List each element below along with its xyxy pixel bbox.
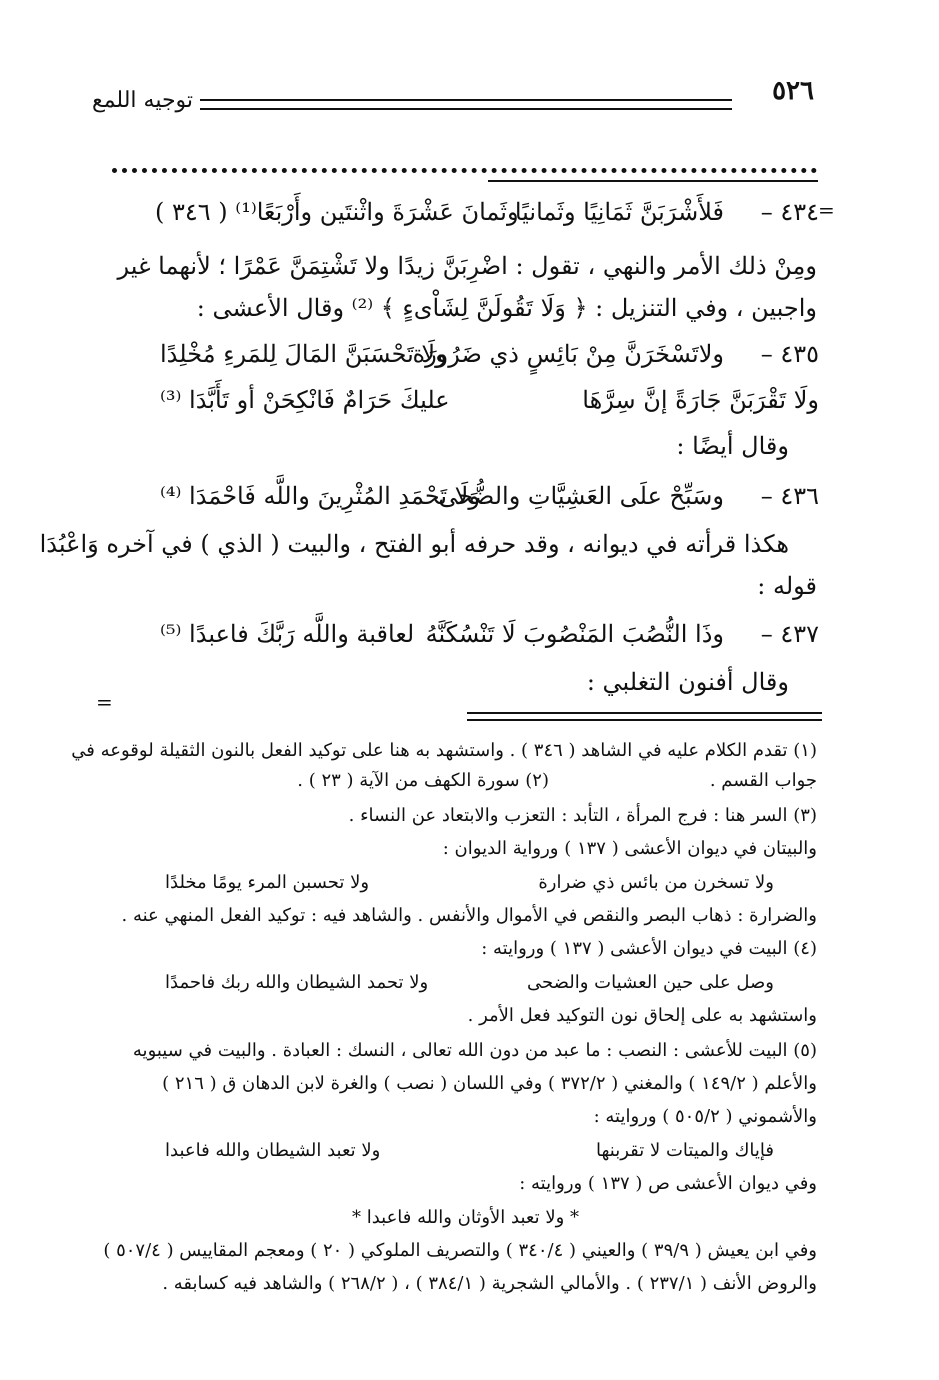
paragraph-line: وقال أفنون التغلبي : — [586, 668, 789, 696]
footnote-line: وفي ابن يعيش ( ٣٩/٩ ) والعيني ( ٣٤٠/٤ ) والتصريف الملوكي ( ٢٠ ) ومعجم المقاييس ( ٥٠٧/٤ ) — [103, 1240, 817, 1261]
footnote-line: * ولا تعبد الأوثان والله فاعبدا * — [351, 1207, 579, 1228]
footnote-line: وفي ديوان الأعشى ص ( ١٣٧ ) وروايته : — [519, 1173, 817, 1194]
footnote-line: (٢) سورة الكهف من الآية ( ٢٣ ) . — [297, 770, 549, 791]
footnote-line: والضرارة : ذهاب البصر والنقص في الأموال والأنفس . والشاهد فيه : توكيد الفعل المنهي عنه . — [121, 905, 817, 926]
verse-435 — [120, 340, 819, 380]
margin-mark-bottom: = — [96, 690, 113, 714]
verse-hemistich-right: فَلأَشْرَبَنَّ ثَمَانِيًا وثَمانيًا — [514, 198, 724, 226]
footnote-line: (٤) البيت في ديوان الأعشى ( ١٣٧ ) وروايته : — [481, 938, 817, 959]
verse-hemistich-left: ولَا تَحْسَبَنَّ المَالَ لِلمَرءِ مُخْلِدًا — [160, 340, 447, 368]
footnote-verse-right: ولا تسخرن من بائس ذي ضرارة — [538, 872, 774, 893]
footnote-line: والأعلم ( ١٤٩/٢ ) والمغني ( ٣٧٢/٢ ) وفي اللسان ( نصب ) والغرة لابن الدهان ق ( ٢١٦ ) — [162, 1073, 817, 1094]
footnote-verse-left: ولا تعبد الشيطان والله فاعبدا — [165, 1140, 381, 1161]
footnote-line: جواب القسم . — [709, 770, 817, 791]
footnote-line: (١) تقدم الكلام عليه في الشاهد ( ٣٤٦ ) . واستشهد به هنا على توكيد الفعل بالنون الثقيلة لوقوعه في — [71, 740, 817, 761]
footnote-line: واستشهد به على إلحاق نون التوكيد فعل الأمر . — [467, 1005, 817, 1026]
footnote-separator — [467, 712, 822, 721]
verse-434 — [120, 198, 819, 238]
verse-hemistich-right: وذَا النُّصُبَ المَنْصُوبَ لَا تَنْسُكَنَّهُ — [425, 620, 724, 648]
footnote-line: والبيتان في ديوان الأعشى ( ١٣٧ ) ورواية الديوان : — [442, 838, 817, 859]
footnote-line: (٣) السر هنا : فرج المرأة ، التأبد : التعزب والابتعاد عن النساء . — [348, 805, 817, 826]
footnote-line: والأشموني ( ٥٠٥/٢ ) وروايته : — [593, 1106, 817, 1127]
verse-437 — [120, 620, 819, 660]
verse-435-second — [120, 386, 819, 426]
verse-436 — [120, 482, 819, 522]
page-number: ٥٢٦ — [772, 76, 814, 106]
margin-mark-top: = — [818, 198, 835, 222]
paragraph-line: هكذا قرأته في ديوانه ، وقد حرفه أبو الفتح ، والبيت ( الذي ) في آخره وَاعْبُدَا — [39, 530, 789, 558]
footnote-verse-left: ولا تحمد الشيطان والله ربك فاحمدًا — [165, 972, 429, 993]
dotted-separator — [112, 158, 817, 173]
verse-hemistich-right: ولاتَسْخَرَنَّ مِنْ بَائِسٍ ذي ضَرُورَة — [412, 340, 724, 368]
running-title: توجيه اللمع — [92, 88, 194, 113]
verse-hemistich-left: لعاقبة واللَّه رَبَّكَ فاعبدًا ⁽⁵⁾ — [160, 620, 415, 648]
paragraph-line: واجبين ، وفي التنزيل : ﴿ وَلَا تَقُولَنَّ لِشَاْىءٍ ﴾ ⁽²⁾ وقال الأعشى : — [196, 294, 817, 322]
footnote-verse-right: وصل على حين العشيات والضحى — [527, 972, 774, 993]
verse-hemistich-left: وثَمانَ عَشْرَةَ واثْنتَين وأَرْبَعًا⁽¹⁾ ( ٣٤٦ ) — [155, 198, 519, 226]
header-rule — [200, 99, 732, 110]
verse-number: ٤٣٥ – — [760, 340, 819, 368]
footnote-line: والروض الأنف ( ٢٣٧/١ ) . والأمالي الشجرية ( ٣٨٤/١ ) ، ( ٢٦٨/٢ ) والشاهد فيه كسابقه . — [162, 1273, 817, 1294]
footnote-line: (٥) البيت للأعشى : النصب : ما عبد من دون الله تعالى ، النسك : العبادة . والبيت في سيبويه — [132, 1040, 817, 1061]
paragraph-line: ومِنْ ذلك الأمر والنهي ، تقول : اضْرِبَنَّ زيدًا ولا تَشْتِمَنَّ عَمْرًا ؛ لأنهما غير — [117, 252, 817, 280]
verse-hemistich-left: وَلَا تَحْمَدِ المُثْرِينَ واللَّه فَاحْمَدَا ⁽⁴⁾ — [160, 482, 480, 510]
verse-number: ٤٣٧ – — [760, 620, 819, 648]
verse-hemistich-right: وسَبِّحْ علَى العَشِيَّاتِ والضُّحى — [438, 482, 724, 510]
footnote-verse-right: فإياك والميتات لا تقربنها — [596, 1140, 774, 1161]
verse-number: ٤٣٦ – — [760, 482, 819, 510]
short-rule — [488, 180, 818, 182]
verse-hemistich-left: عليكَ حَرَامٌ فَانْكِحَنْ أو تَأَبَّدَا ⁽³⁾ — [160, 386, 450, 414]
paragraph-line: وقال أيضًا : — [676, 432, 789, 460]
verse-number: ٤٣٤ – — [760, 198, 819, 226]
footnote-verse-left: ولا تحسبن المرء يومًا مخلدًا — [165, 872, 370, 893]
verse-hemistich-right: ولَا تَقْرَبَنَّ جَارَةً إنَّ سِرَّهَا — [582, 386, 819, 414]
paragraph-line: قوله : — [757, 572, 817, 600]
